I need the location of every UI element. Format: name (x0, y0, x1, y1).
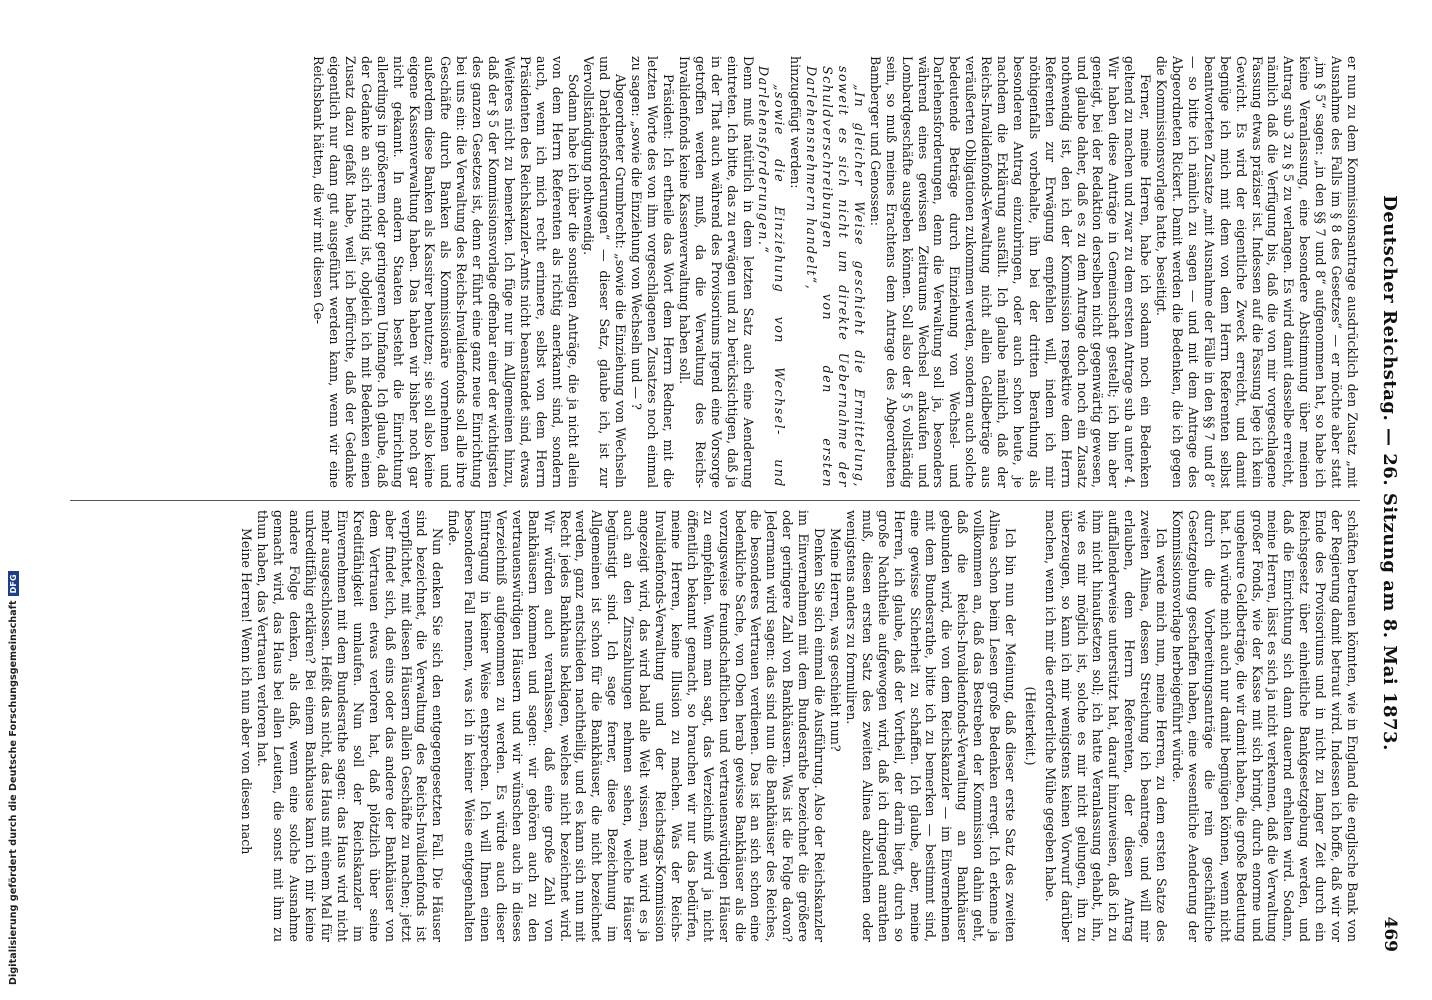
left-column (60, 56, 1360, 488)
paragraph: Ferner, meine Herren, habe ich sodann noch ein Bedenken geltend zu machen und zwar zu dem ersten Antrage sub a unter 4. Wir haben diese Anträge in Gemeinschaft gestellt; ich bin aber geneigt, bei der Redaktion derselben nicht gegenwärtig gewesen, und glaube daher, daß es zu dem Antrage doch noch ein Zusatz nothwendig ist, den ich der Kommission respektive dem Herrn Referenten zur Erwägung empfehlen will, indem ich mir nöthigenfalls vorbehalte, ihn bei der dritten Berathung als besonderen Antrag einzubringen, oder auch schon heute, je nachdem die Erklärung ausfällt. Ich glaube nämlich, daß der Reichs-Invalidenfonds-Verwaltung nicht allein Geldbeträge aus veräußerten Obligationen zukommen werden, sondern auch solche bedeutende Beträge durch Einziehung von Wechsel- und Darlehensforderungen, denn die Verwaltung soll ja, besonders während eines gewissen Zeitraums Wechsel ankaufen und Lombardgeschäfte ausgeben können. Soll also der § 5 vollständig sein, so muß meines Erachtens dem Antrage des Abgeordneten Bamberger und Genossen: (867, 56, 1154, 488)
column-divider (70, 500, 1360, 501)
stage-direction: (Heiterkeit.) (1022, 686, 1038, 766)
paragraph: schäften betrauen könnten, wie in England die englische Bank von der Regierung damit betraut wird. Indessen ich hoffe, daß wir vor Ende des Provisoriums und in nicht zu langer Zeit durch ein Reichsgesetz über einheitliche Bankgesetzgebung werden, und daß die Einrichtung sich dann dauernd erhalten wird. Sodann, meine Herren, lässt es sich ja nicht verkennen, daß die Verwaltung großer Fonds, wie der Kasse mit sich bringt, durch enorme und ungeheure Geldbeträge, die wir damit haben, die große Bedeutung hat. Ich würde mich auch nur damit begnügen können, wenn nicht durch die Vorbereitungsanträge die rein geschäftliche Gesetzgebung geschaffen haben, eine wesentliche Aenderung der Kommissionsvorlage herbeigeführt würde. (1170, 510, 1360, 942)
dfg-logo: DFG (8, 571, 19, 596)
speaker-paragraph-president: Präsident: Ich ertheile das Wort dem Herrn Redner, mit die letzten Worte des von ihm vorgeschlagenen Zusatzes noch einmal zu sagen: „sowie die Einziehung von Wechseln und — ? (629, 56, 677, 488)
running-title: Deutscher Reichstag. — 26. Sitzung am 8. Mai 1873. (1379, 195, 1400, 751)
paragraph: Meine Herren! Wenn ich nun aber von diesen nach (239, 528, 255, 855)
speaker-paragraph-grumbrecht: Abgeordneter Grumbrecht: „sowie die Einziehung von Wechseln und Darlehensforderungen“ — dieser Satz, glaube ich, ist zur Vervollständigung nothwendig. (581, 56, 629, 488)
page-header (1370, 54, 1400, 952)
paragraph: Denken Sie sich einmal die Ausführung. Also der Reichskanzler im Einvernehmen mit dem Bundesrathe bezeichnet die größere oder geringere Zahl von Bankhäusern. Was ist die Folge davon? Jedermann wird sagen: das sind nun die Bankhäuser des Reiches, die besonderes Vertrauen verdienen. Das ist an sich schon eine bedenkliche Sache, von Oben herab gewisse Bankhäuser als die vorzugsweise freundschaftlichen und vertrauenswürdigen Häuser zu empfehlen. Wenn man sagt, das Verzeichniß wird ja nicht öffentlich bekannt gemacht, so brauchen wir nur das bedürfen, meine Herren, keine Illusion zu machen. Was der Reichs-Invalidenfonds-Verwaltung und der Reichstags-Kommission angezeigt wird, das wird bald alle Welt wissen, man wird es ja auch an den Zinszahlungen nehmen sehen, welche Häuser begünstigt sind. Ich sage ferner, diese Bezeichnung im Allgemeinen ist schon für die Bankhäuser, die nicht bezeichnet werden, ganz entschieden nachtheilig, und es kann sich nun mit Recht jedes Bankhaus beklagen, welches nicht bezeichnet wird. Wir würden auch veranlassen, daß eine große Zahl von Bankhäusern kommen und sagen: wir gehören auch zu den vertrauenswürdigen Häusern und wir wünschen auch in dieses Verzeichniß aufgenommen zu werden. Es würde auch dieser Eintragung in keiner Weise entsprechen. Ich will Ihnen einen besonderen Fall nennen, was ich in keiner Weise entgegenhalten finde. (446, 510, 828, 942)
quoted-amendment: „In gleicher Weise geschieht die Ermittelung, soweit es sich nicht um direkte Uebernahme der Schuldverschreibungen von den ersten Darlehensnehmern handelt“, (804, 66, 867, 488)
paragraph: Nun denken Sie sich den entgegengesetzten Fall. Die Häuser sind bezeichnet, die Verwaltung des Reichs-Invalidenfonds ist verpflichtet, mit diesen Häusern allein Geschäfte zu machen; jetzt aber findet sich, daß eins oder das andere der Bankhäuser von dem Vertrauen etwas verloren hat, daß plötzlich über seine Kreditfähigkeit umlaufen. Nun soll der Reichskanzler im Einvernehmen mit dem Bundesrathe sagen: das Haus wird nicht mehr ausgeschlossen. Heißt das nicht, das Haus mit einem Mal für unkreditfähig erklären? Bei einem Bankhause kann ich mir keine andere Folge denken, als daß, wenn eine solche Ausnahme gemacht wird, das Haus bei allen Leuten, die sonst mit ihm zu thun haben, das Vertrauen verloren hat. (255, 510, 446, 942)
credit-text: Digitalisierung gefördert durch die Deutsche Forschungsgemeinschaft (8, 600, 19, 985)
paragraph: Meine Herren, was geschieht nun? (828, 528, 843, 752)
paragraph: Ich werde mich nun, meine Herren, zu dem ersten Satze des zweiten Alinea, dessen Streichung ich beantrage, und will mir erlauben, dem Herrn Referenten, der diesen Antrag auffallenderweise unterstützt hat, darauf hinzuweisen, daß ich zu ihm nicht hinaufsetzen soll; ich hatte Veranlassung gehabt, ihn, wie es mir möglich ist, solche es mir nicht gelungen, ihn zu überzeugen, so kann ich mir wenigstens keinen Vorwurf darüber machen, wenn ich mir die erforderliche Mühe gegeben habe. (1042, 510, 1170, 942)
credit-strip (0, 0, 19, 1000)
quoted-amendment: „sowie die Einziehung von Wechsel- und Darlehensforderungen.“ (756, 66, 788, 488)
paragraph: er nun zu dem Kommissionsantrage ausdrücklich den Zusatz „mit Ausnahme des Falls im § 8 des Gesetzes“ — er möchte aber statt „im § 5“ sagen: „in den §§ 7 und 8“ aufgenommen hat, so habe ich keine Veranlassung, eine besondere Abstimmung über meinen Antrag sub 3 zu § 5 zu verlangen. Es wird damit dasselbe erreicht, nämlich daß die Verfügung bis, daß die von mir vorgeschlagene Fassung etwas präziser ist. Indessen auf die Fassung lege ich kein Gewicht. Es wird der eigentliche Zweck erreicht, und damit begnüge ich mich mit dem von dem Herrn Referenten selbst beantworteten Zusatze „mit Ausnahme der Fälle in den §§ 7 und 8“ — so bitte ich nämlich zu sagen — und mit dem Antrage des Abgeordneten Rickert. Damit werden die Bedenken, die ich gegen die Kommissionsvorlage hatte, beseitigt. (1154, 56, 1360, 488)
paragraph: Denn muß natürlich in dem letzten Satz auch eine Aenderung eintreten. Ich bitte, das zu erwägen und zu berücksichtigen, daß ja in der That auch während des Provisoriums irgend eine Vorsorge getroffen werden muß, da die Verwaltung des Reichs-Invalidenfonds keine Kassenverwaltung haben soll. (676, 56, 756, 488)
page-number: 469 (1380, 916, 1400, 952)
paragraph: hinzugefügt werden: (788, 56, 804, 189)
right-column (60, 510, 1360, 942)
paragraph: Ich bin nun der Meinung, daß dieser erste Satz des zweiten Alinea schon beim Lesen große Bedenken erregt. Ich erkenne ja vollkommen an, daß das Bestreben der Kommission dahin geht, daß die Reichs-Invalidenfonds-Verwaltung an Bankhäuser gebunden wird, die von dem Reichskanzler — im Einvernehmen mit dem Bundesrathe, bitte ich zu bemerken — bestimmt sind, eine gewisse Sicherheit zu schaffen. Ich glaube, aber, meine Herren, ich glaube, daß der Vortheil, der darin liegt, durch so große Nachtheile aufgewogen wird, daß ich dringend anrathen muß, diesen ersten Satz des zweiten Alinea abzulehnen oder wenigstens anders zu formuliren. (843, 510, 1018, 942)
paragraph: Sodann habe ich über die sonstigen Anträge, die ja nicht allein von dem Herrn Referenten als richtig anerkannt sind, sondern auch, wenn ich mich recht erinnere, selbst von dem Herrn Präsidenten des Reichskanzler-Amts nicht beanstandet sind, etwas Weiteres nicht zu bemerken. Ich füge nur im Allgemeinen hinzu, daß der § 5 der Kommissionsvorlage offenbar einer der wichtigsten des ganzen Gesetzes ist, denn er führt eine ganz neue Einrichtung bei uns ein: die Verwaltung des Reichs-Invalidenfonds soll alle ihre Geschäfte durch Banken als Kommissionäre vornehmen und außerdem diese Banken als Kassirer benutzen; sie soll also keine eigene Kassenverwaltung haben. Das haben wir bisher noch gar nicht gekannt. In andern Staaten besteht die Einrichtung allerdings in größerem oder geringerem Umfange. Ich glaube, daß der Gedanke an sich richtig ist, obgleich ich mit Bedenken einen Zusatz dazu gefaßt habe, weil ich befürchte, daß der Gedanke eigentlich nur dann gut ausgeführt werden kann, wenn wir eine Reichsbank hätten, die wir mit diesen Ge- (311, 56, 581, 488)
digitization-credit (8, 571, 19, 985)
document-page (40, 0, 1432, 1000)
